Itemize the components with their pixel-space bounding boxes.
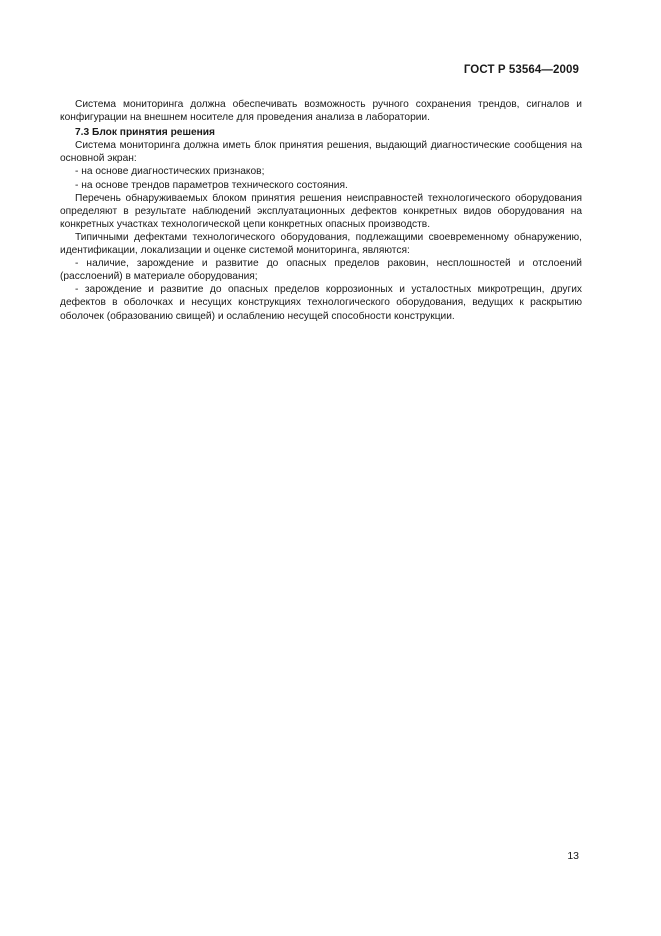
standard-header: ГОСТ Р 53564—2009 (463, 64, 579, 76)
list-item-diagnostic-signs: - на основе диагностических признаков; (75, 166, 265, 178)
section-title: 7.3 Блок принятия решения (75, 127, 215, 139)
paragraph-fault-list: Перечень обнаруживаемых блоком принятия решения неисправностей технологического оборудования определяют в результате наблюдений эксплуатационных дефектов конкретных видов оборудования на конкретных участках технологической цепи конкретных опасных производств. (60, 192, 582, 230)
document-body (60, 98, 582, 323)
page-number: 13 (567, 850, 579, 862)
paragraph-typical-defects: Типичными дефектами технологического оборудования, подлежащими своевременному обнаружению, идентификации, локализации и оценке системой мониторинга, являются: (60, 231, 582, 257)
list-item-microcracks: - зарождение и развитие до опасных пределов коррозионных и усталостных микротрещин, других дефектов в оболочках и несущих конструкциях технологического оборудования, ведущих к раскрытию оболочек (образованию свищей) и ослаблению несущей способности конструкции. (60, 284, 582, 322)
list-item-parameter-trends: - на основе трендов параметров технического состояния. (75, 179, 348, 191)
paragraph-decision-block: Система мониторинга должна иметь блок принятия решения, выдающий диагностические сообщения на основной экран: (60, 140, 582, 165)
list-item-cavities: - наличие, зарождение и развитие до опасных пределов раковин, несплошностей и отслоений (расслоений) в материале оборудования; (60, 258, 582, 283)
paragraph-trend-storage: Система мониторинга должна обеспечивать возможность ручного сохранения трендов, сигналов и конфигурации на внешнем носителе для проведения анализа в лаборатории. (60, 99, 582, 124)
